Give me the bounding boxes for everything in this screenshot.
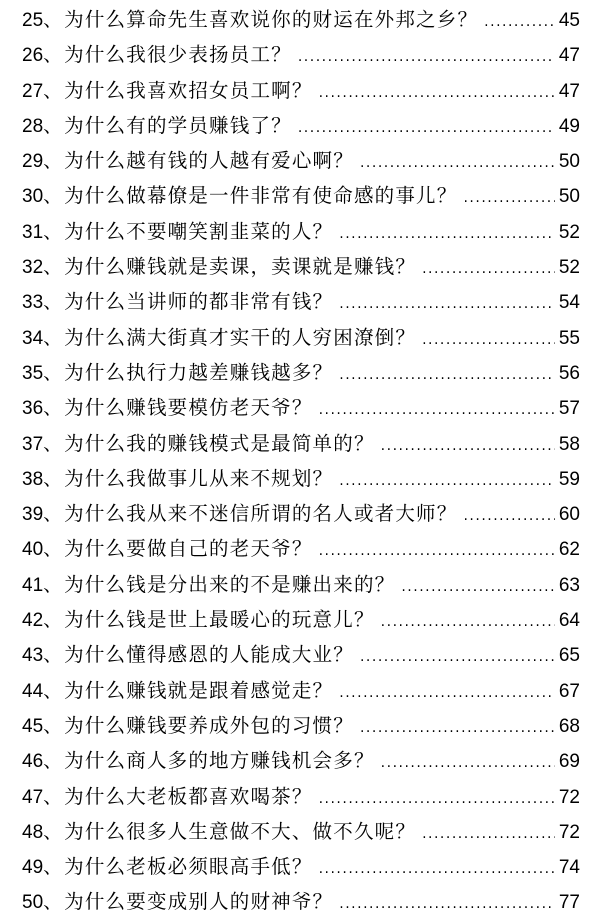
page-number: 49	[558, 115, 580, 137]
entry-title: 为什么赚钱就是跟着感觉走？	[64, 678, 334, 702]
entry-separator: 、	[43, 467, 63, 490]
entry-title: 为什么做幕僚是一件非常有使命感的事儿？	[64, 184, 458, 208]
toc-entry[interactable]	[0, 779, 600, 814]
page-number: 67	[558, 680, 580, 702]
dot-leader	[298, 111, 555, 146]
entry-title: 为什么赚钱就是卖课，卖课就是赚钱？	[64, 255, 417, 279]
entry-number: 27	[22, 80, 44, 102]
toc-entry[interactable]	[0, 108, 600, 143]
toc-entry[interactable]	[0, 673, 600, 708]
entry-number: 25	[22, 10, 44, 31]
entry-separator: 、	[43, 503, 63, 526]
dot-leader	[484, 5, 555, 40]
entry-title: 为什么我很少表扬员工？	[64, 43, 292, 67]
dot-leader	[381, 605, 555, 640]
page-number: 50	[558, 151, 580, 173]
toc-entry[interactable]	[0, 496, 600, 531]
entry-title: 为什么钱是世上最暖心的玩意儿？	[64, 608, 375, 632]
entry-number: 35	[22, 362, 44, 384]
page-number: 57	[558, 398, 580, 420]
toc-entry[interactable]	[0, 743, 600, 778]
entry-separator: 、	[43, 750, 63, 773]
entry-number: 41	[22, 574, 44, 596]
toc-entry[interactable]	[0, 355, 600, 390]
entry-number: 36	[22, 398, 44, 420]
entry-separator: 、	[43, 44, 63, 67]
page-number: 72	[558, 821, 580, 843]
dot-leader	[319, 534, 555, 569]
page-number: 47	[558, 80, 580, 102]
entry-separator: 、	[43, 891, 63, 914]
toc-entry[interactable]	[0, 249, 600, 284]
table-of-contents	[0, 2, 600, 920]
page-number: 68	[558, 715, 580, 737]
entry-title: 为什么商人多的地方赚钱机会多？	[64, 749, 375, 773]
entry-number: 34	[22, 327, 44, 349]
page-number: 74	[558, 857, 580, 879]
entry-title: 为什么满大街真才实干的人穷困潦倒？	[64, 325, 417, 349]
dot-leader	[339, 287, 555, 322]
dot-leader	[381, 746, 555, 781]
dot-leader	[401, 570, 555, 605]
toc-entry[interactable]	[0, 2, 600, 37]
toc-entry[interactable]	[0, 884, 600, 919]
entry-title: 为什么我喜欢招女员工啊？	[64, 78, 313, 102]
page-number: 58	[558, 433, 580, 455]
page-number: 52	[558, 221, 580, 243]
dot-leader	[319, 782, 555, 817]
entry-title: 为什么要变成别人的财神爷？	[64, 890, 334, 914]
entry-number: 43	[22, 645, 44, 667]
dot-leader	[298, 40, 555, 75]
entry-number: 38	[22, 468, 44, 490]
entry-separator: 、	[43, 9, 63, 31]
entry-title: 为什么我的赚钱模式是最简单的？	[64, 431, 375, 455]
toc-entry[interactable]	[0, 178, 600, 213]
dot-leader	[339, 887, 555, 922]
entry-number: 47	[22, 786, 44, 808]
entry-title: 为什么执行力越差赚钱越多？	[64, 360, 334, 384]
page-number: 56	[558, 362, 580, 384]
entry-separator: 、	[43, 573, 63, 596]
entry-number: 32	[22, 257, 44, 279]
dot-leader	[422, 252, 555, 287]
toc-entry[interactable]	[0, 37, 600, 72]
toc-entry[interactable]	[0, 637, 600, 672]
entry-title: 为什么钱是分出来的不是赚出来的？	[64, 572, 396, 596]
toc-entry[interactable]	[0, 390, 600, 425]
entry-separator: 、	[43, 256, 63, 279]
toc-entry[interactable]	[0, 602, 600, 637]
dot-leader	[360, 146, 555, 181]
entry-title: 为什么要做自己的老天爷？	[64, 537, 313, 561]
entry-separator: 、	[43, 714, 63, 737]
page-number: 64	[558, 610, 580, 632]
entry-separator: 、	[43, 326, 63, 349]
dot-leader	[360, 711, 555, 746]
entry-title: 为什么很多人生意做不大、做不久呢？	[64, 819, 417, 843]
entry-title: 为什么越有钱的人越有爱心啊？	[64, 149, 354, 173]
dot-leader	[339, 464, 555, 499]
toc-entry[interactable]	[0, 73, 600, 108]
entry-title: 为什么赚钱要养成外包的习惯？	[64, 713, 354, 737]
entry-number: 39	[22, 504, 44, 526]
page-number: 63	[558, 574, 580, 596]
entry-separator: 、	[43, 397, 63, 420]
entry-separator: 、	[43, 220, 63, 243]
entry-number: 40	[22, 539, 44, 561]
entry-number: 50	[22, 892, 44, 914]
page-number: 55	[558, 327, 580, 349]
toc-entry[interactable]	[0, 531, 600, 566]
dot-leader	[339, 217, 555, 252]
entry-separator: 、	[43, 361, 63, 384]
entry-title: 为什么老板必须眼高手低？	[64, 855, 313, 879]
entry-separator: 、	[43, 785, 63, 808]
entry-number: 26	[22, 45, 44, 67]
toc-entry[interactable]	[0, 284, 600, 319]
entry-separator: 、	[43, 609, 63, 632]
entry-number: 49	[22, 857, 44, 879]
toc-entry[interactable]	[0, 567, 600, 602]
dot-leader	[339, 358, 555, 393]
entry-separator: 、	[43, 432, 63, 455]
entry-number: 44	[22, 680, 44, 702]
entry-separator: 、	[43, 856, 63, 879]
entry-number: 48	[22, 821, 44, 843]
dot-leader	[422, 323, 555, 358]
toc-entry[interactable]	[0, 461, 600, 496]
dot-leader	[339, 676, 555, 711]
entry-number: 42	[22, 610, 44, 632]
entry-number: 33	[22, 292, 44, 314]
toc-entry[interactable]	[0, 708, 600, 743]
entry-number: 29	[22, 151, 44, 173]
entry-title: 为什么有的学员赚钱了？	[64, 113, 292, 137]
entry-title: 为什么懂得感恩的人能成大业？	[64, 643, 354, 667]
page-number: 47	[558, 45, 580, 67]
entry-number: 30	[22, 186, 44, 208]
dot-leader	[463, 499, 554, 534]
page-number: 52	[558, 257, 580, 279]
entry-separator: 、	[43, 538, 63, 561]
entry-separator: 、	[43, 820, 63, 843]
page-number: 50	[558, 186, 580, 208]
entry-number: 37	[22, 433, 44, 455]
entry-title: 为什么我从来不迷信所谓的名人或者大师？	[64, 502, 458, 526]
page-number: 77	[558, 892, 580, 914]
entry-separator: 、	[43, 150, 63, 173]
entry-separator: 、	[43, 679, 63, 702]
toc-entry[interactable]	[0, 143, 600, 178]
entry-title: 为什么算命先生喜欢说你的财运在外邦之乡？	[64, 8, 479, 31]
entry-title: 为什么我做事儿从来不规划？	[64, 466, 334, 490]
entry-number: 28	[22, 115, 44, 137]
entry-separator: 、	[43, 79, 63, 102]
entry-number: 31	[22, 221, 44, 243]
page-number: 60	[558, 504, 580, 526]
entry-number: 46	[22, 751, 44, 773]
entry-separator: 、	[43, 185, 63, 208]
entry-number: 45	[22, 715, 44, 737]
dot-leader	[381, 429, 555, 464]
entry-title: 为什么不要嘲笑割韭菜的人？	[64, 219, 334, 243]
entry-separator: 、	[43, 114, 63, 137]
entry-separator: 、	[43, 644, 63, 667]
page-number: 69	[558, 751, 580, 773]
entry-title: 为什么赚钱要模仿老天爷？	[64, 396, 313, 420]
page-number: 54	[558, 292, 580, 314]
toc-entry[interactable]	[0, 426, 600, 461]
dot-leader	[319, 76, 555, 111]
toc-entry[interactable]	[0, 214, 600, 249]
entry-title: 为什么当讲师的都非常有钱？	[64, 290, 334, 314]
page-number: 62	[558, 539, 580, 561]
toc-entry[interactable]	[0, 849, 600, 884]
entry-title: 为什么大老板都喜欢喝茶？	[64, 784, 313, 808]
page-number: 65	[558, 645, 580, 667]
entry-separator: 、	[43, 291, 63, 314]
dot-leader	[319, 852, 555, 887]
dot-leader	[422, 817, 555, 852]
toc-entry[interactable]	[0, 320, 600, 355]
page-number: 59	[558, 468, 580, 490]
dot-leader	[463, 181, 554, 216]
dot-leader	[319, 393, 555, 428]
page-number: 45	[558, 10, 580, 31]
page-number: 72	[558, 786, 580, 808]
toc-entry[interactable]	[0, 814, 600, 849]
dot-leader	[360, 640, 555, 675]
